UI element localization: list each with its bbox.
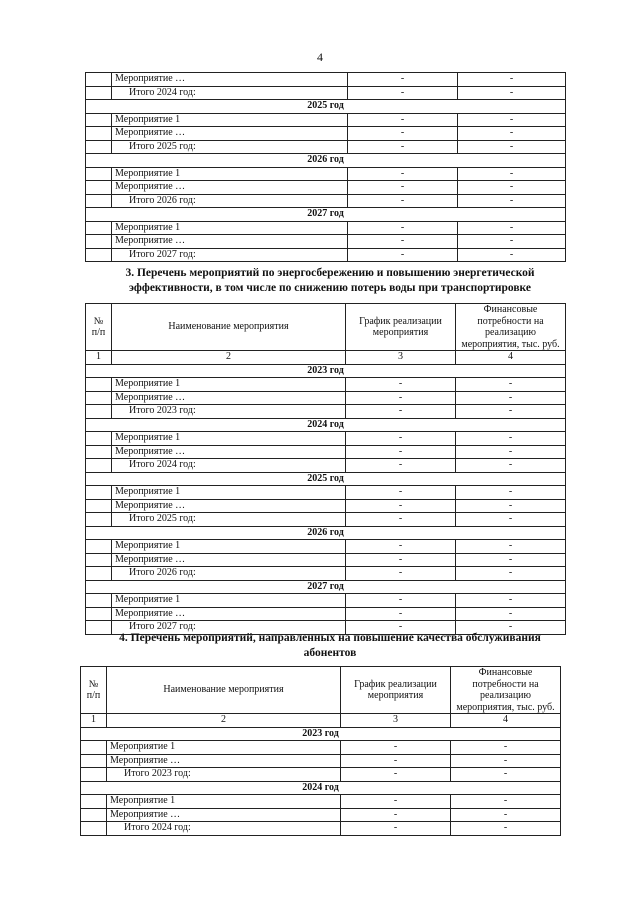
finance-value: - — [458, 221, 566, 235]
schedule-value: - — [346, 378, 456, 392]
table-row — [86, 391, 566, 405]
schedule-value: - — [348, 73, 458, 87]
finance-value: - — [456, 391, 566, 405]
event-name: Мероприятие … — [107, 808, 341, 822]
schedule-value: - — [348, 235, 458, 249]
schedule-value: - — [348, 181, 458, 195]
event-name: Мероприятие … — [112, 499, 346, 513]
schedule-value: - — [341, 808, 451, 822]
table-row — [86, 432, 566, 446]
finance-value: - — [456, 459, 566, 473]
event-name: Мероприятие 1 — [112, 113, 348, 127]
event-name: Мероприятие … — [112, 181, 348, 195]
finance-value: - — [451, 808, 561, 822]
finance-value: - — [458, 113, 566, 127]
table-row — [86, 181, 566, 195]
year-row — [86, 526, 566, 540]
row-number-cell — [86, 513, 112, 527]
event-name: Мероприятие 1 — [112, 167, 348, 181]
events-table-continued — [85, 72, 566, 262]
schedule-value: - — [346, 553, 456, 567]
row-number-cell — [81, 741, 107, 755]
total-label: Итого 2027 год: — [112, 621, 346, 635]
schedule-value: - — [346, 607, 456, 621]
event-name: Мероприятие 1 — [112, 540, 346, 554]
event-name: Мероприятие 1 — [107, 741, 341, 755]
table-row — [86, 486, 566, 500]
header-number: № п/п — [81, 667, 107, 714]
schedule-value: - — [346, 567, 456, 581]
row-number-cell — [81, 754, 107, 768]
row-number-cell — [86, 391, 112, 405]
total-label: Итого 2026 год: — [112, 194, 348, 208]
row-number-cell — [86, 194, 112, 208]
finance-value: - — [456, 378, 566, 392]
energy-saving-events-table — [85, 303, 566, 635]
page-number: 4 — [317, 50, 323, 64]
row-number-cell — [86, 127, 112, 141]
row-number-cell — [86, 607, 112, 621]
finance-value: - — [456, 540, 566, 554]
schedule-value: - — [346, 432, 456, 446]
table-row — [86, 113, 566, 127]
schedule-value: - — [348, 113, 458, 127]
finance-value: - — [451, 795, 561, 809]
header-event-name: Наименование мероприятия — [112, 304, 346, 351]
table-row — [86, 73, 566, 87]
schedule-value: - — [348, 248, 458, 262]
total-row — [86, 567, 566, 581]
total-row — [86, 513, 566, 527]
year-label: 2027 год — [86, 580, 566, 594]
finance-value: - — [456, 445, 566, 459]
row-number-cell — [81, 768, 107, 782]
total-label: Итого 2023 год: — [107, 768, 341, 782]
row-number-cell — [86, 567, 112, 581]
row-number-cell — [86, 113, 112, 127]
year-label: 2023 год — [81, 727, 561, 741]
total-label: Итого 2025 год: — [112, 513, 346, 527]
finance-value: - — [456, 567, 566, 581]
schedule-value: - — [346, 405, 456, 419]
row-number-cell — [86, 248, 112, 262]
row-number-cell — [86, 445, 112, 459]
event-name: Мероприятие … — [107, 754, 341, 768]
year-label: 2027 год — [86, 208, 566, 222]
column-number-2: 2 — [112, 351, 346, 365]
table-row — [86, 594, 566, 608]
header-event-name: Наименование мероприятия — [107, 667, 341, 714]
total-row — [86, 86, 566, 100]
total-row — [86, 459, 566, 473]
schedule-value: - — [348, 221, 458, 235]
event-name: Мероприятие … — [112, 391, 346, 405]
row-number-cell — [81, 822, 107, 836]
row-number-cell — [86, 73, 112, 87]
year-label: 2026 год — [86, 526, 566, 540]
schedule-value: - — [341, 822, 451, 836]
total-row — [81, 822, 561, 836]
finance-value: - — [451, 822, 561, 836]
schedule-value: - — [341, 741, 451, 755]
header-finance: Финансовые потребности на реализацию мероприятия, тыс. руб. — [456, 304, 566, 351]
schedule-value: - — [348, 127, 458, 141]
total-row — [86, 140, 566, 154]
table-row — [81, 754, 561, 768]
section-3-heading: 3. Перечень мероприятий по энергосбережению и повышению энергетической эффективности, в том числе по снижению потерь воды при транспортировке — [125, 267, 535, 294]
finance-value: - — [458, 248, 566, 262]
header-schedule: График реализации мероприятия — [341, 667, 451, 714]
table-row — [86, 553, 566, 567]
total-row — [86, 405, 566, 419]
table-row — [86, 167, 566, 181]
event-name: Мероприятие … — [112, 445, 346, 459]
finance-value: - — [458, 140, 566, 154]
service-quality-events-table — [80, 666, 561, 836]
table-row — [81, 795, 561, 809]
event-name: Мероприятие … — [112, 553, 346, 567]
schedule-value: - — [346, 594, 456, 608]
event-name: Мероприятие … — [112, 607, 346, 621]
finance-value: - — [451, 741, 561, 755]
row-number-cell — [86, 553, 112, 567]
schedule-value: - — [346, 486, 456, 500]
schedule-value: - — [341, 754, 451, 768]
row-number-cell — [86, 432, 112, 446]
header-schedule: График реализации мероприятия — [346, 304, 456, 351]
column-number-2: 2 — [107, 714, 341, 728]
finance-value: - — [456, 594, 566, 608]
table-row — [86, 499, 566, 513]
finance-value: - — [458, 127, 566, 141]
row-number-cell — [86, 86, 112, 100]
event-name: Мероприятие 1 — [112, 594, 346, 608]
event-name: Мероприятие 1 — [107, 795, 341, 809]
header-finance: Финансовые потребности на реализацию мероприятия, тыс. руб. — [451, 667, 561, 714]
column-number-4: 4 — [456, 351, 566, 365]
finance-value: - — [456, 513, 566, 527]
row-number-cell — [86, 486, 112, 500]
year-row — [86, 580, 566, 594]
table-row — [86, 378, 566, 392]
finance-value: - — [456, 553, 566, 567]
table-row — [86, 127, 566, 141]
column-number-3: 3 — [346, 351, 456, 365]
total-label: Итого 2025 год: — [112, 140, 348, 154]
total-label: Итого 2023 год: — [112, 405, 346, 419]
total-row — [86, 248, 566, 262]
event-name: Мероприятие 1 — [112, 221, 348, 235]
finance-value: - — [451, 768, 561, 782]
finance-value: - — [458, 167, 566, 181]
table-row — [86, 235, 566, 249]
header-number: № п/п — [86, 304, 112, 351]
event-name: Мероприятие … — [112, 127, 348, 141]
finance-value: - — [458, 194, 566, 208]
schedule-value: - — [348, 194, 458, 208]
schedule-value: - — [346, 540, 456, 554]
year-label: 2026 год — [86, 154, 566, 168]
row-number-cell — [86, 221, 112, 235]
schedule-value: - — [346, 499, 456, 513]
finance-value: - — [456, 621, 566, 635]
schedule-value: - — [346, 445, 456, 459]
total-label: Итого 2024 год: — [112, 459, 346, 473]
total-label: Итого 2024 год: — [112, 86, 348, 100]
finance-value: - — [451, 754, 561, 768]
table-row — [81, 808, 561, 822]
column-number-4: 4 — [451, 714, 561, 728]
row-number-cell — [81, 808, 107, 822]
year-label: 2023 год — [86, 364, 566, 378]
column-number-1: 1 — [86, 351, 112, 365]
year-label: 2024 год — [86, 418, 566, 432]
column-number-3: 3 — [341, 714, 451, 728]
table-row — [86, 221, 566, 235]
year-row — [86, 208, 566, 222]
year-label: 2025 год — [86, 472, 566, 486]
finance-value: - — [456, 607, 566, 621]
schedule-value: - — [348, 140, 458, 154]
row-number-cell — [81, 795, 107, 809]
table-row — [86, 607, 566, 621]
table-row — [86, 445, 566, 459]
row-number-cell — [86, 594, 112, 608]
row-number-cell — [86, 499, 112, 513]
total-row — [86, 194, 566, 208]
total-label: Итого 2024 год: — [107, 822, 341, 836]
row-number-cell — [86, 235, 112, 249]
schedule-value: - — [341, 768, 451, 782]
schedule-value: - — [348, 86, 458, 100]
schedule-value: - — [346, 391, 456, 405]
table-row — [86, 540, 566, 554]
year-label: 2024 год — [81, 781, 561, 795]
schedule-value: - — [346, 513, 456, 527]
event-name: Мероприятие … — [112, 235, 348, 249]
year-row — [81, 781, 561, 795]
row-number-cell — [86, 181, 112, 195]
event-name: Мероприятие 1 — [112, 486, 346, 500]
year-row — [86, 154, 566, 168]
schedule-value: - — [348, 167, 458, 181]
finance-value: - — [458, 181, 566, 195]
year-row — [81, 727, 561, 741]
year-row — [86, 364, 566, 378]
event-name: Мероприятие 1 — [112, 432, 346, 446]
year-row — [86, 472, 566, 486]
total-label: Итого 2026 год: — [112, 567, 346, 581]
row-number-cell — [86, 167, 112, 181]
finance-value: - — [456, 499, 566, 513]
year-row — [86, 100, 566, 114]
row-number-cell — [86, 378, 112, 392]
event-name: Мероприятие 1 — [112, 378, 346, 392]
column-number-1: 1 — [81, 714, 107, 728]
schedule-value: - — [346, 621, 456, 635]
row-number-cell — [86, 459, 112, 473]
finance-value: - — [456, 486, 566, 500]
schedule-value: - — [346, 459, 456, 473]
finance-value: - — [458, 235, 566, 249]
event-name: Мероприятие … — [112, 73, 348, 87]
section-4-heading: 4. Перечень мероприятий, направленных на повышение качества обслуживания абонентов — [119, 632, 541, 659]
finance-value: - — [456, 405, 566, 419]
row-number-cell — [86, 540, 112, 554]
finance-value: - — [458, 73, 566, 87]
schedule-value: - — [341, 795, 451, 809]
finance-value: - — [458, 86, 566, 100]
year-label: 2025 год — [86, 100, 566, 114]
row-number-cell — [86, 405, 112, 419]
table-row — [81, 741, 561, 755]
total-row — [81, 768, 561, 782]
row-number-cell — [86, 140, 112, 154]
year-row — [86, 418, 566, 432]
total-label: Итого 2027 год: — [112, 248, 348, 262]
finance-value: - — [456, 432, 566, 446]
